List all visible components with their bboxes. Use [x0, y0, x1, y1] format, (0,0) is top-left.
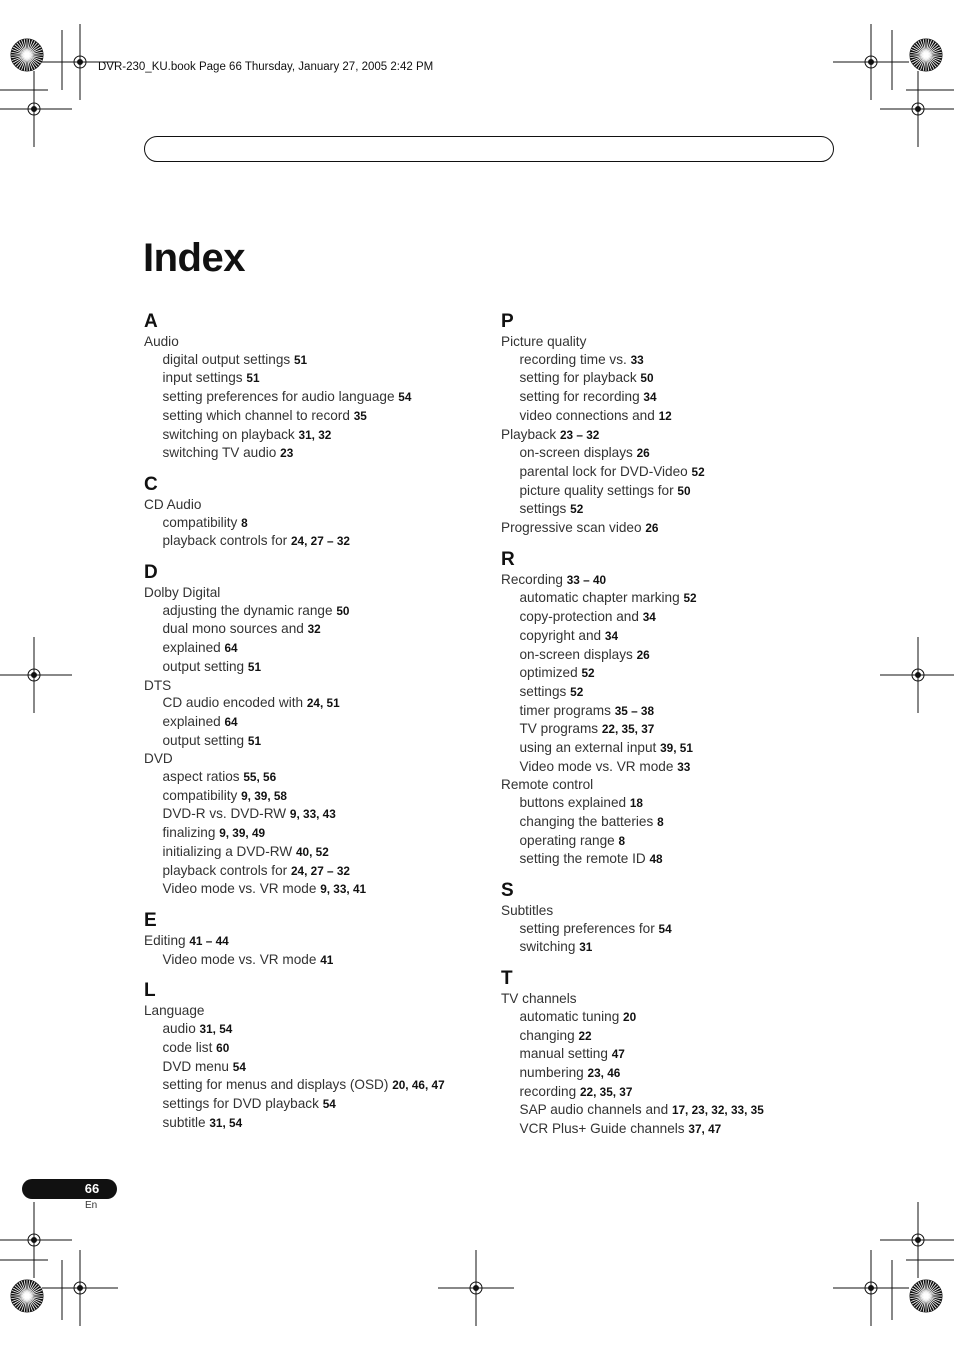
index-subentry — [144, 713, 474, 732]
page-reference: 50 — [677, 483, 691, 498]
index-subentry — [144, 862, 474, 881]
index-subentry — [144, 843, 474, 862]
chapter-title-bar — [144, 136, 834, 162]
page-reference: 41 — [320, 952, 334, 967]
index-section-d — [144, 562, 474, 899]
index-entry — [501, 902, 831, 920]
entry-text: Language — [144, 1003, 205, 1019]
entry-text: changing the batteries — [519, 813, 654, 829]
index-subentry — [144, 880, 474, 899]
index-entry — [501, 519, 831, 538]
index-subentry — [144, 787, 474, 806]
entry-text: output setting — [162, 732, 245, 748]
index-subentry — [144, 1076, 474, 1095]
index-subentry — [144, 602, 474, 621]
entry-text: setting the remote ID — [519, 851, 646, 867]
index-entry — [501, 776, 831, 794]
entry-text: setting preferences for audio language — [162, 389, 395, 405]
page-reference: 33 — [630, 352, 644, 367]
page-reference: 40, 52 — [295, 844, 329, 859]
entry-text: digital output settings — [162, 351, 291, 367]
entry-text: initializing a DVD-RW — [162, 843, 293, 859]
index-subentry — [501, 589, 831, 608]
page-reference: 8 — [618, 833, 626, 848]
index-subentry — [501, 1120, 831, 1139]
index-subentry — [144, 532, 474, 551]
index-section-t — [501, 968, 831, 1139]
section-letter: A — [144, 311, 158, 332]
index-subentry — [144, 732, 474, 751]
page-reference: 54 — [322, 1096, 336, 1111]
index-subentry — [144, 1095, 474, 1114]
entry-text: compatibility — [162, 514, 238, 530]
index-subentry — [501, 794, 831, 813]
page-reference: 64 — [224, 641, 238, 656]
page-reference: 51 — [246, 371, 260, 386]
page-reference: 54 — [232, 1059, 246, 1074]
entry-text: buttons explained — [519, 795, 627, 811]
index-subentry — [144, 951, 474, 970]
entry-text: aspect ratios — [162, 769, 240, 785]
page-reference: 34 — [643, 390, 657, 405]
index-subentry — [144, 658, 474, 677]
entry-text: picture quality settings for — [519, 482, 674, 498]
page-reference: 26 — [636, 446, 650, 461]
entry-text: TV channels — [501, 991, 577, 1007]
index-subentry — [501, 720, 831, 739]
section-letter: C — [144, 473, 158, 495]
index-subentry — [501, 500, 831, 519]
entry-text: compatibility — [162, 787, 238, 803]
page-reference: 52 — [581, 666, 595, 681]
entry-text: setting preferences for — [519, 920, 655, 936]
page-reference: 33 — [677, 759, 691, 774]
index-subentry — [501, 758, 831, 777]
index-subentry — [501, 444, 831, 463]
index-subentry — [501, 627, 831, 646]
page-reference: 9, 33, 41 — [320, 882, 367, 897]
index-subentry — [144, 1114, 474, 1133]
entry-text: settings — [519, 501, 567, 517]
page-reference: 60 — [216, 1040, 230, 1055]
entry-text: Recording — [501, 571, 563, 587]
index-subentry — [501, 683, 831, 702]
entry-text: Video mode vs. VR mode — [519, 758, 674, 774]
index-subentry — [501, 608, 831, 627]
entry-text: recording time vs. — [519, 351, 627, 367]
index-section-r — [501, 549, 831, 869]
entry-text: recording — [519, 1083, 577, 1099]
index-subentry — [144, 1020, 474, 1039]
entry-text: DTS — [144, 677, 172, 693]
index-subentry — [501, 1008, 831, 1027]
index-section-e — [144, 910, 474, 969]
index-section-a — [144, 311, 474, 463]
entry-text: timer programs — [519, 702, 611, 718]
entry-text: playback controls for — [162, 533, 288, 549]
index-subentry — [501, 1064, 831, 1083]
entry-text: finalizing — [162, 825, 216, 841]
page-reference: 9, 39, 58 — [241, 788, 287, 803]
entry-text: on-screen displays — [519, 646, 633, 662]
entry-text: DVD menu — [162, 1058, 229, 1074]
index-subentry — [501, 813, 831, 832]
page-reference: 50 — [640, 371, 654, 386]
entry-text: CD audio encoded with — [162, 695, 304, 711]
page-reference: 35 — [353, 408, 367, 423]
page-reference: 26 — [636, 647, 650, 662]
index-subentry — [144, 824, 474, 843]
page-reference: 37, 47 — [688, 1122, 722, 1137]
entry-text: explained — [162, 713, 221, 729]
index-subentry — [144, 444, 474, 463]
index-subentry — [144, 1039, 474, 1058]
index-subentry — [144, 805, 474, 824]
index-subentry — [144, 407, 474, 426]
page-reference: 35 – 38 — [614, 703, 655, 718]
entry-text: DVD-R vs. DVD-RW — [162, 806, 287, 822]
file-info-header: DVR-230_KU.book Page 66 Thursday, January 27, 2005 2:42 PM — [98, 61, 434, 73]
page-reference: 34 — [642, 610, 656, 625]
index-subentry — [501, 850, 831, 869]
page-reference: 22, 35, 37 — [601, 722, 655, 737]
entry-text: using an external input — [519, 740, 657, 756]
page-reference: 24, 27 – 32 — [290, 534, 350, 549]
index-subentry — [501, 832, 831, 851]
entry-text: operating range — [519, 832, 615, 848]
index-subentry — [144, 694, 474, 713]
index-entry — [144, 584, 474, 602]
entry-text: changing — [519, 1027, 575, 1043]
section-letter: T — [501, 968, 513, 990]
page-reference: 26 — [645, 521, 659, 536]
entry-text: copy-protection and — [519, 609, 639, 625]
entry-text: dual mono sources and — [162, 621, 304, 637]
entry-text: Audio — [144, 334, 179, 349]
page-reference: 9, 39, 49 — [219, 826, 266, 841]
page-reference: 8 — [657, 814, 664, 829]
page-reference: 51 — [247, 733, 262, 748]
page-reference: 31 — [579, 940, 593, 955]
entry-text: Subtitles — [501, 902, 554, 918]
index-subentry — [144, 639, 474, 658]
entry-text: Playback — [501, 426, 557, 442]
page-reference: 55, 56 — [243, 770, 277, 785]
page-reference: 54 — [398, 390, 412, 405]
entry-text: parental lock for DVD-Video — [519, 463, 688, 479]
index-subentry — [501, 463, 831, 482]
entry-text: Video mode vs. VR mode — [162, 881, 317, 897]
index-subentry — [501, 920, 831, 939]
index-subentry — [144, 1058, 474, 1077]
entry-text: TV programs — [519, 721, 599, 737]
entry-text: VCR Plus+ Guide channels — [519, 1121, 685, 1137]
entry-text: automatic tuning — [519, 1008, 620, 1024]
page-reference: 33 – 40 — [566, 572, 607, 587]
section-letter: P — [501, 311, 514, 332]
entry-text: output setting — [162, 658, 245, 674]
page-reference: 51 — [247, 659, 262, 674]
page-reference: 31, 54 — [209, 1115, 243, 1130]
index-subentry — [144, 388, 474, 407]
entry-text: switching — [519, 939, 576, 955]
entry-text: Progressive scan video — [501, 520, 642, 536]
entry-text: setting which channel to record — [162, 407, 350, 423]
entry-text: manual setting — [519, 1046, 608, 1062]
index-entry — [501, 990, 831, 1008]
page-reference: 41 – 44 — [189, 933, 229, 948]
entry-text: automatic chapter marking — [519, 590, 680, 606]
entry-text: switching TV audio — [162, 445, 277, 461]
page-number: 66 — [84, 1181, 100, 1196]
entry-text: audio — [162, 1021, 196, 1037]
index-subentry — [501, 482, 831, 501]
page-reference: 31, 32 — [298, 427, 332, 442]
index-subentry — [501, 351, 831, 370]
section-letter: D — [144, 562, 158, 584]
entry-text: copyright and — [519, 627, 602, 643]
index-subentry — [144, 768, 474, 787]
page-reference: 24, 51 — [306, 696, 340, 711]
index-entry — [501, 333, 831, 351]
entry-text: playback controls for — [162, 862, 288, 878]
index-subentry — [501, 646, 831, 665]
index-section-l — [144, 980, 474, 1132]
page-reference: 17, 23, 32, 33, 35 — [671, 1103, 764, 1118]
index-subentry — [501, 1027, 831, 1046]
entry-text: on-screen displays — [519, 445, 633, 461]
page-reference: 22 — [578, 1028, 592, 1043]
page-reference: 50 — [336, 603, 350, 618]
index-subentry — [501, 407, 831, 426]
entry-text: SAP audio channels and — [519, 1102, 669, 1118]
page-reference: 39, 51 — [660, 741, 693, 756]
entry-text: Dolby Digital — [144, 585, 221, 601]
entry-text: code list — [162, 1039, 213, 1055]
section-letter: R — [501, 548, 515, 570]
section-letter: L — [144, 980, 156, 1002]
index-entry — [144, 333, 474, 351]
index-subentry — [144, 620, 474, 639]
section-letter: S — [501, 879, 514, 901]
page-reference: 48 — [649, 852, 663, 867]
index-entry — [501, 571, 831, 590]
page-reference: 52 — [570, 502, 584, 517]
page-reference: 9, 33, 43 — [289, 807, 336, 822]
page-reference: 64 — [224, 714, 238, 729]
page-reference: 32 — [307, 622, 321, 637]
page-reference: 47 — [611, 1047, 625, 1062]
entry-text: setting for menus and displays (OSD) — [162, 1077, 389, 1093]
index-subentry — [144, 514, 474, 533]
entry-text: numbering — [519, 1064, 584, 1080]
entry-text: CD Audio — [144, 496, 202, 512]
index-entry — [144, 750, 474, 768]
page-reference: 31, 54 — [199, 1022, 233, 1037]
index-column-right — [501, 311, 831, 1150]
index-subentry — [501, 938, 831, 957]
index-subentry — [144, 351, 474, 370]
index-section-c — [144, 474, 474, 551]
page-reference: 24, 27 – 32 — [290, 863, 350, 878]
index-entry — [144, 932, 474, 951]
index-column-left — [144, 311, 474, 1143]
page-reference: 23 — [280, 446, 294, 461]
entry-text: subtitle — [162, 1114, 206, 1130]
page-reference: 51 — [294, 352, 308, 367]
entry-text: video connections and — [519, 407, 655, 423]
page-reference: 34 — [604, 628, 619, 643]
page-reference: 8 — [241, 515, 248, 530]
page-reference: 20 — [623, 1009, 637, 1024]
entry-text: Video mode vs. VR mode — [162, 951, 317, 967]
index-subentry — [501, 739, 831, 758]
index-subentry — [501, 1045, 831, 1064]
index-section-s — [501, 880, 831, 957]
index-subentry — [501, 664, 831, 683]
index-subentry — [144, 369, 474, 388]
entry-text: switching on playback — [162, 426, 295, 442]
page-reference: 22, 35, 37 — [579, 1084, 633, 1099]
index-section-p — [501, 311, 831, 538]
entry-text: settings for DVD playback — [162, 1095, 319, 1111]
page-reference: 54 — [658, 921, 672, 936]
index-subentry — [501, 1083, 831, 1102]
entry-text: optimized — [519, 665, 578, 681]
index-entry — [144, 1002, 474, 1020]
entry-text: explained — [162, 640, 221, 656]
section-letter: E — [144, 909, 157, 931]
page-reference: 52 — [683, 591, 697, 606]
page-reference: 12 — [658, 408, 672, 423]
index-subentry — [501, 388, 831, 407]
index-subentry — [501, 1101, 831, 1120]
entry-text: DVD — [144, 751, 173, 767]
entry-text: settings — [519, 683, 567, 699]
index-entry — [144, 496, 474, 514]
index-subentry — [501, 702, 831, 721]
index-subentry — [501, 369, 831, 388]
page-reference: 52 — [570, 684, 584, 699]
page-reference: 23 – 32 — [559, 427, 600, 442]
language-code: En — [85, 1200, 98, 1211]
entry-text: Editing — [144, 932, 186, 948]
page-reference: 20, 46, 47 — [392, 1078, 445, 1093]
entry-text: setting for playback — [519, 370, 637, 386]
entry-text: setting for recording — [519, 389, 640, 405]
index-entry — [501, 426, 831, 445]
index-subentry — [144, 426, 474, 445]
entry-text: adjusting the dynamic range — [162, 602, 333, 618]
page-reference: 18 — [629, 796, 643, 811]
page-reference: 52 — [691, 464, 705, 479]
entry-text: Remote control — [501, 777, 594, 793]
page-title: Index — [143, 236, 245, 280]
entry-text: input settings — [162, 370, 243, 386]
index-entry — [144, 677, 474, 695]
page-reference: 23, 46 — [587, 1065, 621, 1080]
entry-text: Picture quality — [501, 334, 587, 349]
